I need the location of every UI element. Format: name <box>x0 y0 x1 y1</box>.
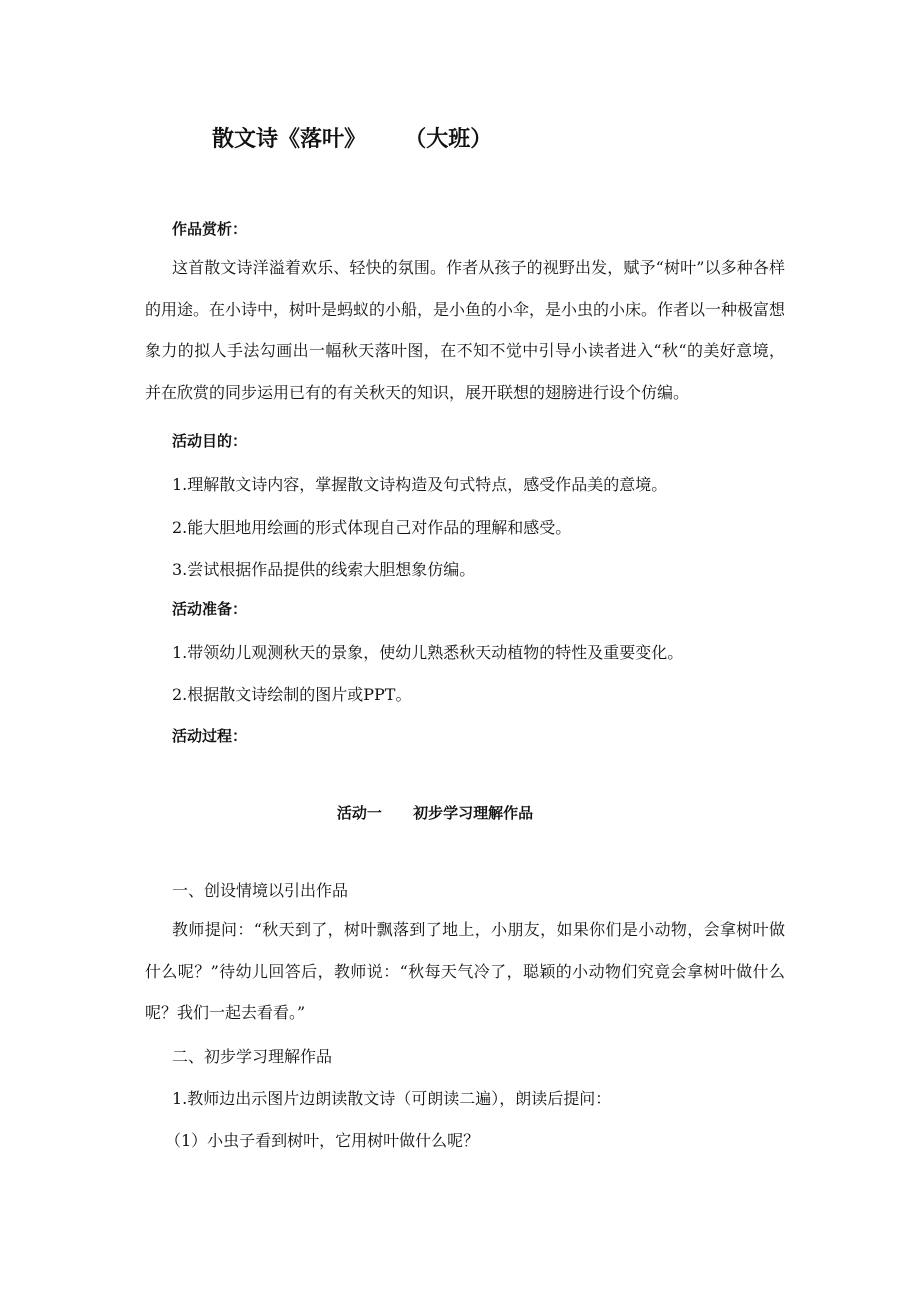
process-heading: 活动过程： <box>172 727 248 745</box>
goal-item: 1.理解散文诗内容，掌握散文诗构造及句式特点，感受作品美的意境。 <box>172 475 668 494</box>
step-item: 1.教师边出示图片边朗读散文诗（可朗读二遍），朗读后提问： <box>172 1089 612 1108</box>
goal-item: 3.尝试根据作品提供的线索大胆想象仿编。 <box>172 560 476 579</box>
appreciation-paragraph: 这首散文诗洋溢着欢乐、轻快的氛围。作者从孩子的视野出发，赋予“树叶”以多种各样的用途。在小诗中，树叶是蚂蚁的小船，是小鱼的小伞，是小虫的小床。作者以一种极富想象力的拟人手法勾画出一幅秋天落叶图，在不知不觉中引导小读者进入“秋“的美好意境，并在欣赏的同步运用已有的有关秋天的知识，展开联想的翅膀进行设个仿编。 <box>145 258 786 402</box>
step-heading: 一、创设情境以引出作品 <box>172 881 349 900</box>
preparation-heading: 活动准备： <box>172 600 248 618</box>
goals-heading: 活动目的： <box>172 432 248 450</box>
goal-item: 2.能大胆地用绘画的形式体现自己对作品的理解和感受。 <box>172 518 572 537</box>
preparation-item: 1.带领幼儿观测秋天的景象，使幼儿熟悉秋天动植物的特性及重要变化。 <box>172 643 684 662</box>
document-title: 散文诗《落叶》 （大班） <box>212 126 493 152</box>
appreciation-heading: 作品赏析： <box>172 220 248 238</box>
step-question: （1）小虫子看到树叶，它用树叶做什么呢？ <box>165 1131 480 1150</box>
step-paragraph: 教师提问：“秋天到了，树叶飘落到了地上，小朋友，如果你们是小动物，会拿树叶做什么呢？”待幼儿回答后，教师说：“秋每天气冷了，聪颖的小动物们究竟会拿树叶做什么呢？我们一起去看看。” <box>145 920 785 1022</box>
preparation-item: 2.根据散文诗绘制的图片或PPT。 <box>172 685 412 704</box>
step-heading: 二、初步学习理解作品 <box>172 1047 333 1066</box>
activity-title: 活动一 初步学习理解作品 <box>336 804 534 822</box>
